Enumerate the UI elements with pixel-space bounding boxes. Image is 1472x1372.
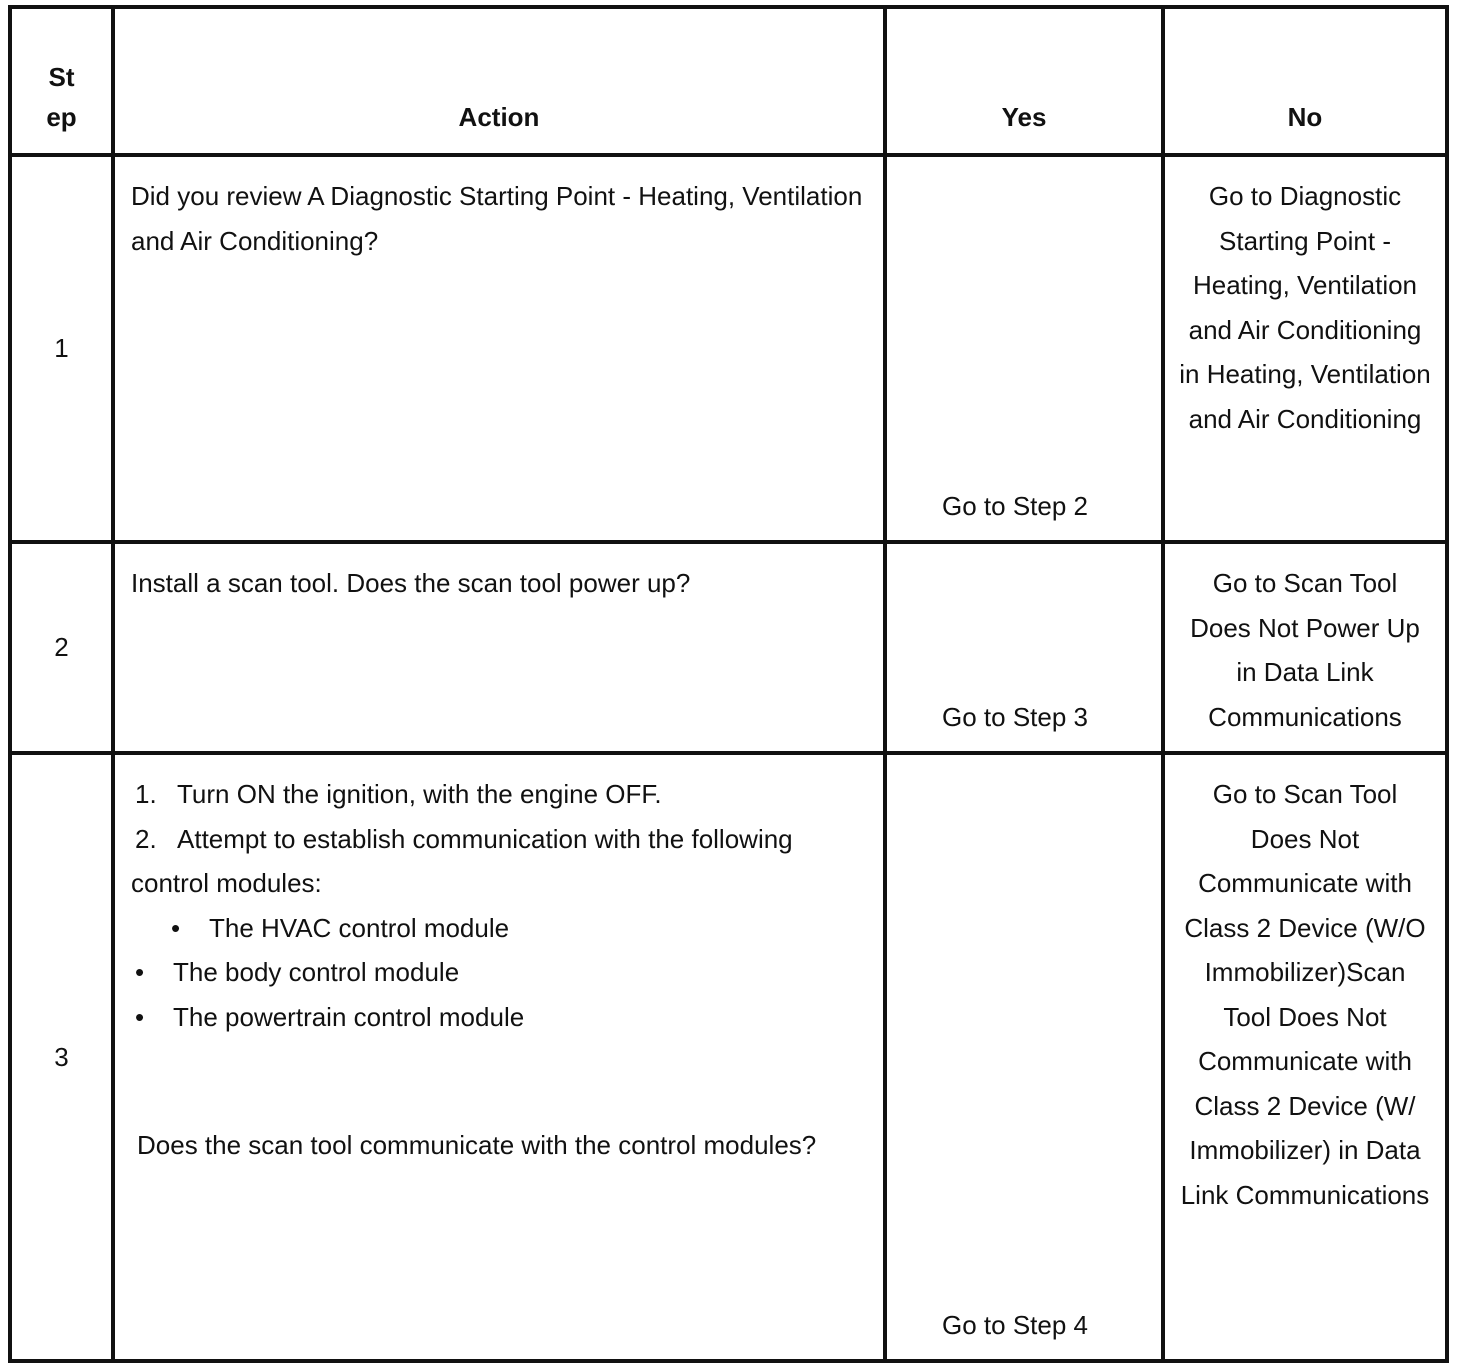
header-no: No	[1163, 7, 1447, 155]
no-cell: Go to Scan Tool Does Not Power Up in Data Link Communications	[1163, 542, 1447, 753]
action-cell	[113, 542, 885, 753]
bullet-text: The powertrain control module	[173, 1001, 525, 1032]
step-text: Attempt to establish communication with the following control modules:	[131, 823, 793, 898]
spacer	[131, 1039, 867, 1123]
step-marker: 1.	[135, 779, 157, 809]
action-question: Does the scan tool communicate with the control modules?	[137, 1130, 817, 1160]
step-marker: 2.	[135, 823, 157, 854]
bullet-item	[131, 950, 867, 995]
step-text: Turn ON the ignition, with the engine OFF.	[177, 779, 662, 809]
header-action: Action	[113, 7, 885, 155]
table-header-row	[10, 7, 1447, 155]
diagnostic-table	[8, 5, 1449, 1363]
bullet-marker: •	[135, 957, 145, 987]
numbered-step	[131, 817, 867, 906]
table-row	[10, 155, 1447, 542]
action-text: Did you review A Diagnostic Starting Point - Heating, Ventilation and Air Conditioning?	[131, 181, 863, 256]
bullet-text: The body control module	[173, 957, 460, 987]
header-yes: Yes	[885, 7, 1163, 155]
action-cell	[113, 155, 885, 542]
bullet-marker: •	[171, 912, 181, 943]
bullet-item	[131, 906, 867, 951]
no-cell: Go to Scan Tool Does Not Communicate with Class 2 Device (W/O Immobilizer)Scan Tool Does Not Communicate with Class 2 Device (W/ Immobilizer) in Data Link Communications	[1163, 753, 1447, 1361]
header-step-label: St ep	[46, 62, 77, 132]
table-row	[10, 542, 1447, 753]
bullet-marker: •	[135, 1001, 145, 1032]
yes-cell: Go to Step 2	[885, 155, 1163, 542]
bullet-item	[131, 995, 867, 1040]
step-number: 3	[10, 753, 113, 1361]
action-cell	[113, 753, 885, 1361]
bullet-text: The HVAC control module	[209, 912, 510, 943]
yes-cell: Go to Step 4	[885, 753, 1163, 1361]
header-step	[10, 7, 113, 155]
numbered-step	[131, 772, 867, 817]
yes-cell: Go to Step 3	[885, 542, 1163, 753]
no-cell: Go to Diagnostic Starting Point - Heating, Ventilation and Air Conditioning in Heating, Ventilation and Air Conditioning	[1163, 155, 1447, 542]
step-number: 2	[10, 542, 113, 753]
step-number: 1	[10, 155, 113, 542]
table-row	[10, 753, 1447, 1361]
action-text: Install a scan tool. Does the scan tool power up?	[131, 568, 691, 598]
